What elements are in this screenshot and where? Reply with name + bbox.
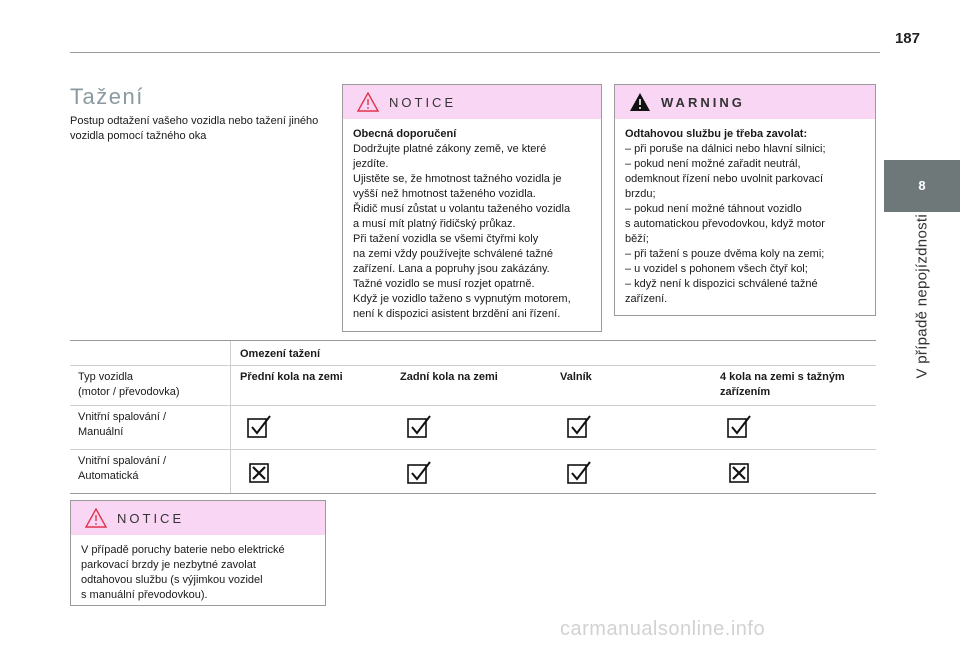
table-group-header: Omezení tažení: [240, 348, 321, 360]
warning-body: [615, 119, 875, 313]
section-title: Tažení: [70, 84, 144, 109]
row-header-title: Typ vozidla: [78, 371, 134, 383]
top-divider: [70, 52, 880, 53]
table-header-row: [70, 365, 876, 406]
page-number: 187: [894, 30, 920, 47]
text-line: – u vozidel s pohonem všech čtyř kol;: [625, 263, 808, 275]
text-line: Když je vozidlo taženo s vypnutým motorem,: [353, 293, 571, 305]
warning-title: Odtahovou službu je třeba zavolat:: [625, 128, 808, 140]
notice-lines: [353, 142, 591, 322]
check-icon: [566, 460, 592, 486]
column-header: Zadní kola na zemi: [400, 371, 498, 383]
cross-icon: [246, 460, 272, 486]
watermark: carmanualsonline.info: [560, 618, 766, 640]
notice-body: [343, 119, 601, 328]
text-line: vyšší než hmotnost taženého vozidla.: [353, 188, 536, 200]
text-line: Při tažení vozidla se všemi čtyřmi koly: [353, 233, 539, 245]
column-header: Přední kola na zemi: [240, 371, 343, 383]
text-line: – při tažení s pouze dvěma koly na zemi;: [625, 248, 825, 260]
warning-triangle-icon: [85, 508, 107, 528]
notice-body: [71, 535, 325, 609]
warning-header: [615, 85, 875, 119]
text-line: – pokud není možné zařadit neutrál,: [625, 158, 801, 170]
table-group-header-row: [70, 341, 876, 365]
chapter-number: 8: [918, 178, 926, 193]
text-line: Řidič musí zůstat u volantu taženého vozidla: [353, 203, 571, 215]
text-line: V případě poruchy baterie nebo elektrické: [81, 544, 285, 556]
column-header: 4 kola na zemi s tažným zařízením: [720, 371, 845, 398]
notice-lines: [81, 543, 315, 603]
text-line: zařízení. Lana a popruhy jsou zakázány.: [353, 263, 550, 275]
section-intro: Postup odtažení vašeho vozidla nebo tažení jiného vozidla pomocí tažného oka: [70, 115, 319, 142]
text-line: na zemi vždy používejte schválené tažné: [353, 248, 553, 260]
notice-header: [71, 501, 325, 535]
chapter-tab[interactable]: [884, 160, 960, 212]
notice-heading: NOTICE: [117, 511, 185, 526]
notice-heading: NOTICE: [389, 95, 457, 110]
text-line: – když není k dispozici schválené tažné: [625, 278, 818, 290]
text-line: odtahovou službu (s výjimkou vozidel: [81, 574, 263, 586]
table-row: [70, 405, 876, 450]
text-line: není k dispozici asistent brzdění ani řízení.: [353, 308, 561, 320]
notice-header: [343, 85, 601, 119]
chapter-title: V případě nepojízdnosti: [913, 214, 931, 379]
text-line: s manuální převodovkou).: [81, 589, 208, 601]
notice-box-general: [342, 84, 602, 332]
check-icon: [726, 414, 752, 440]
column-header: Valník: [560, 371, 592, 383]
row-header-subtitle: (motor / převodovka): [78, 386, 180, 398]
cross-icon: [726, 460, 752, 486]
text-line: brzdu;: [625, 188, 656, 200]
towing-restrictions-table: [70, 340, 876, 494]
warning-box: [614, 84, 876, 316]
text-line: – pokud není možné táhnout vozidlo: [625, 203, 802, 215]
notice-title: Obecná doporučení: [353, 128, 457, 140]
text-line: Tažné vozidlo se musí rozjet opatrně.: [353, 278, 535, 290]
warning-lines: [625, 142, 865, 307]
text-line: s automatickou převodovkou, když motor: [625, 218, 825, 230]
text-line: jezdíte.: [353, 158, 389, 170]
chapter-label: [884, 214, 960, 414]
text-line: zařízení.: [625, 293, 668, 305]
row-header-cell: [78, 370, 228, 400]
text-line: odemknout řízení nebo uvolnit parkovací: [625, 173, 824, 185]
check-icon: [406, 460, 432, 486]
text-line: a musí mít platný řidičský průkaz.: [353, 218, 516, 230]
text-line: Dodržujte platné zákony země, ve které: [353, 143, 547, 155]
text-line: Ujistěte se, že hmotnost tažného vozidla je: [353, 173, 562, 185]
warning-triangle-icon: [629, 92, 651, 112]
check-icon: [246, 414, 272, 440]
warning-heading: WARNING: [661, 95, 745, 110]
text-line: běží;: [625, 233, 649, 245]
row-label: Vnitřní spalování / Automatická: [78, 455, 167, 482]
notice-box-battery: [70, 500, 326, 606]
text-line: – při poruše na dálnici nebo hlavní silnici;: [625, 143, 826, 155]
warning-triangle-icon: [357, 92, 379, 112]
check-icon: [406, 414, 432, 440]
table-row: [70, 449, 876, 493]
row-label: Vnitřní spalování / Manuální: [78, 411, 167, 438]
text-line: parkovací brzdy je nezbytné zavolat: [81, 559, 256, 571]
check-icon: [566, 414, 592, 440]
